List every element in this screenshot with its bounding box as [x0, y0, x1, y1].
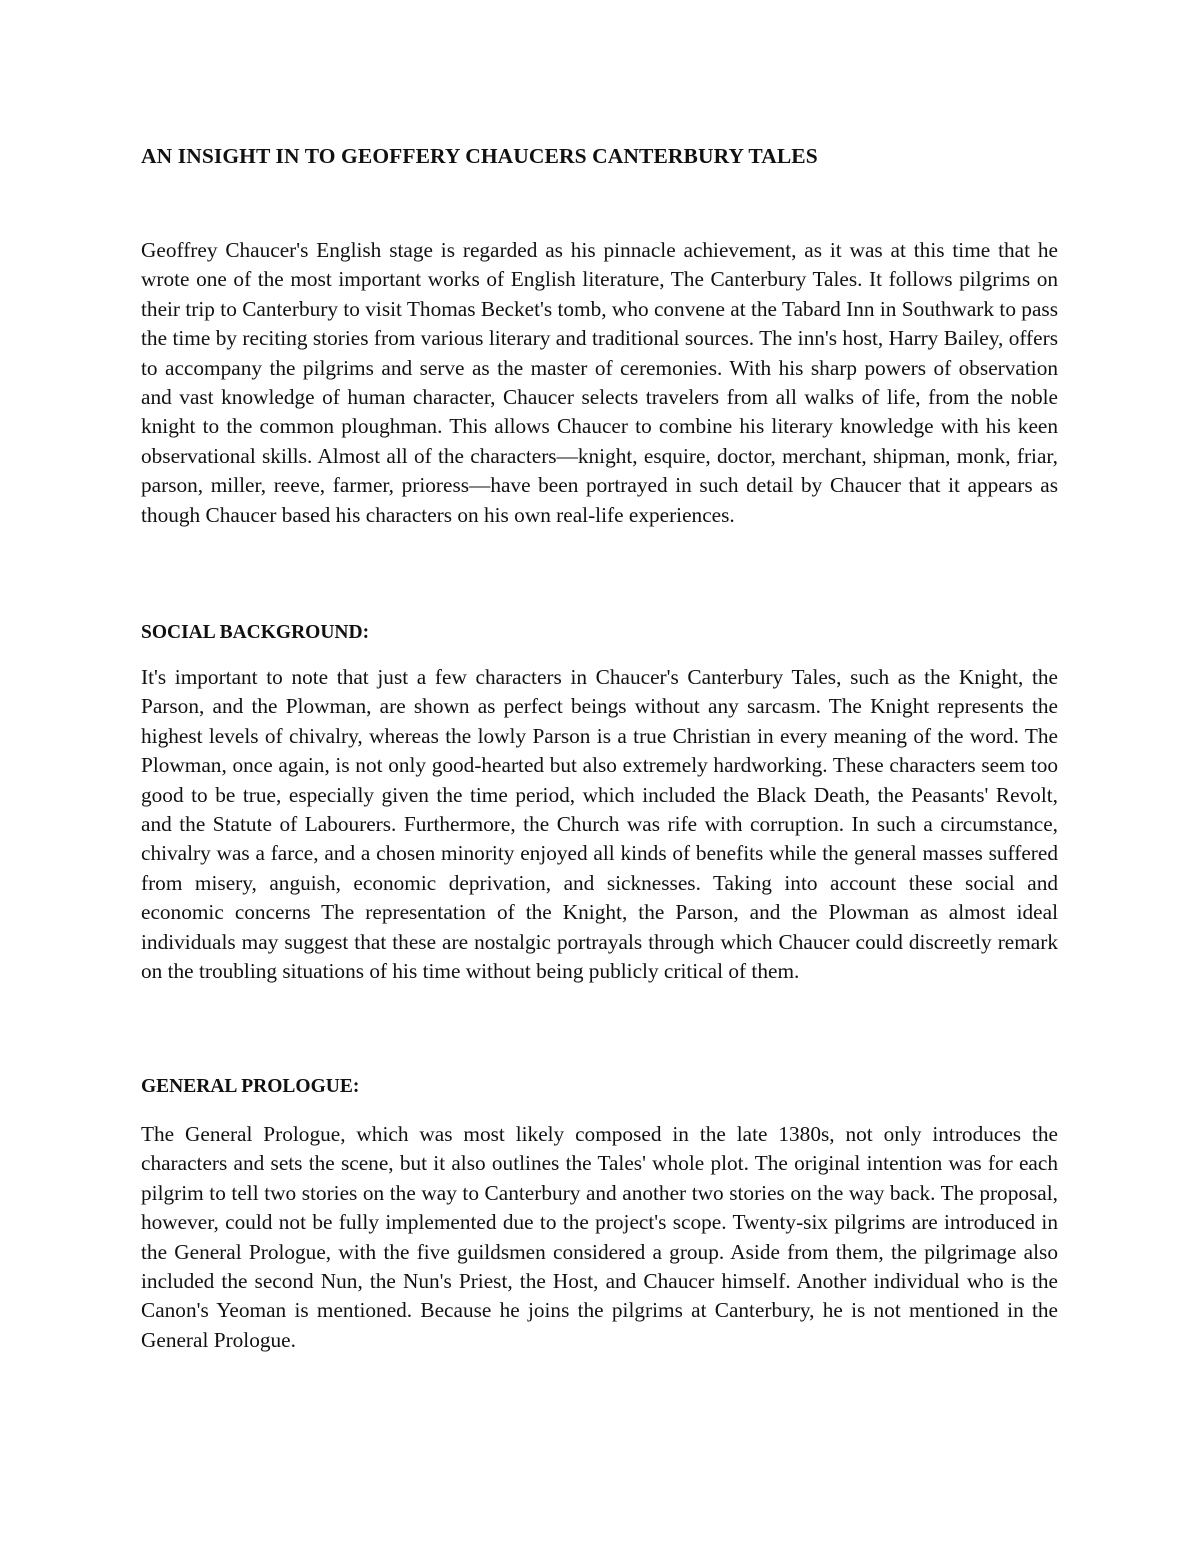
- general-prologue-paragraph: The General Prologue, which was most likely composed in the late 1380s, not only introduces the characters and sets the scene, but it also outlines the Tales' whole plot. The original intention was for each pilgrim to tell two stories on the way to Canterbury and another two stories on the way back. The proposal, however, could not be fully implemented due to the project's scope. Twenty-six pilgrims are introduced in the General Prologue, with the five guildsmen considered a group. Aside from them, the pilgrimage also included the second Nun, the Nun's Priest, the Host, and Chaucer himself. Another individual who is the Canon's Yeoman is mentioned. Because he joins the pilgrims at Canterbury, he is not mentioned in the General Prologue.: [141, 1122, 1058, 1352]
- intro-paragraph: Geoffrey Chaucer's English stage is regarded as his pinnacle achievement, as it was at this time that he wrote one of the most important works of English literature, The Canterbury Tales. It follows pilgrims on their trip to Canterbury to visit Thomas Becket's tomb, who convene at the Tabard Inn in Southwark to pass the time by reciting stories from various literary and traditional sources. The inn's host, Harry Bailey, offers to accompany the pilgrims and serve as the master of ceremonies. With his sharp powers of observation and vast knowledge of human character, Chaucer selects travelers from all walks of life, from the noble knight to the common ploughman. This allows Chaucer to combine his literary knowledge with his keen observational skills. Almost all of the characters—knight, esquire, doctor, merchant, shipman, monk, friar, parson, miller, reeve, farmer, prioress—have been portrayed in such detail by Chaucer that it appears as though Chaucer based his characters on his own real-life experiences.: [141, 238, 1058, 527]
- document-title: AN INSIGHT IN TO GEOFFERY CHAUCERS CANTERBURY TALES: [141, 144, 818, 168]
- social-background-paragraph: It's important to note that just a few characters in Chaucer's Canterbury Tales, such as the Knight, the Parson, and the Plowman, are shown as perfect beings without any sarcasm. The Knight represents the highest levels of chivalry, whereas the lowly Parson is a true Christian in every meaning of the word. The Plowman, once again, is not only good-hearted but also extremely hardworking. These characters seem too good to be true, especially given the time period, which included the Black Death, the Peasants' Revolt, and the Statute of Labourers. Furthermore, the Church was rife with corruption. In such a circumstance, chivalry was a farce, and a chosen minority enjoyed all kinds of benefits while the general masses suffered from misery, anguish, economic deprivation, and sicknesses. Taking into account these social and economic concerns The representation of the Knight, the Parson, and the Plowman as almost ideal individuals may suggest that these are nostalgic portrayals through which Chaucer could discreetly remark on the troubling situations of his time without being publicly critical of them.: [141, 665, 1058, 984]
- section-heading-general-prologue: GENERAL PROLOGUE:: [141, 1076, 360, 1097]
- section-heading-social-background: SOCIAL BACKGROUND:: [141, 622, 370, 643]
